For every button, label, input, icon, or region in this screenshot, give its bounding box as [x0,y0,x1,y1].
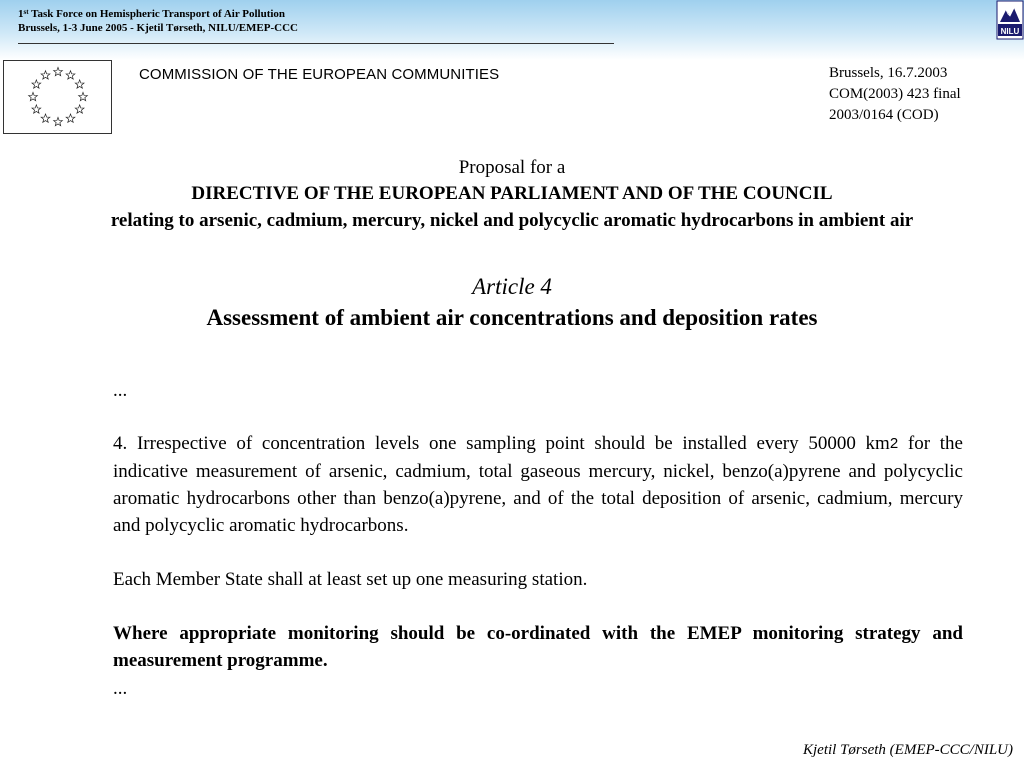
article-number: Article 4 [472,274,552,299]
member-state-paragraph: Each Member State shall at least set up one measuring station. [113,569,588,590]
nilu-logo-text: NILU [1000,27,1020,36]
com-reference: COM(2003) 423 final [829,86,961,102]
eu-star-icon [54,117,63,125]
header-ordinal-suffix: st [23,8,29,16]
slide-footer-author: Kjetil Tørseth (EMEP-CCC/NILU) [803,742,1013,758]
km-squared-exponent: 2 [889,435,899,452]
header-line-2: Brussels, 1-3 June 2005 - Kjetil Tørseth, NILU/EMEP-CCC [18,22,298,34]
header-ordinal: 1 [18,8,24,20]
slide-header [18,7,298,35]
ellipsis-bottom: ... [113,678,128,699]
cod-reference: 2003/0164 (COD) [829,107,939,123]
eu-star-icon [32,105,41,113]
header-divider [18,43,614,44]
eu-star-icon [32,80,41,88]
commission-name: COMMISSION OF THE EUROPEAN COMMUNITIES [139,66,500,83]
directive-subject: relating to arsenic, cadmium, mercury, nickel and polycyclic aromatic hydrocarbons in ambient air [110,210,914,231]
eu-star-icon [66,114,75,122]
eu-star-icon [41,114,50,122]
eu-star-icon [75,80,84,88]
eu-star-icon [29,92,38,100]
eu-flag-emblem [3,60,112,134]
eu-star-icon [66,71,75,79]
paragraph-4-start: 4. Irrespective of concentration levels one sampling point should be installed every 50000 km [113,433,890,454]
article-heading: Assessment of ambient air concentrations and deposition rates [206,305,818,330]
eu-star-icon [54,67,63,75]
eu-star-icon [75,105,84,113]
nilu-logo [996,0,1024,40]
directive-title: DIRECTIVE OF THE EUROPEAN PARLIAMENT AND OF THE COUNCIL [191,183,833,204]
header-line-1 [18,7,298,21]
paragraph-4-rest: for the indicative measurement of arsenic, cadmium, total gaseous mercury, nickel, benzo(a)pyrene and polycyclic aromatic hydrocarbons other than benzo(a)pyrene, and of the total deposition of arsenic, cadmium, mercury and polycyclic aromatic hydrocarbons. [113,433,963,536]
eu-star-icon [41,71,50,79]
proposal-label: Proposal for a [458,157,566,178]
paragraph-4 [113,430,963,539]
header-title: Task Force on Hemispheric Transport of Air Pollution [28,8,286,20]
place-date: Brussels, 16.7.2003 [829,65,948,81]
eu-star-icon [79,92,88,100]
emep-coordination-paragraph: Where appropriate monitoring should be co-ordinated with the EMEP monitoring strategy and measurement programme. [113,623,963,671]
document-reference [829,63,961,126]
ellipsis-top: ... [113,380,128,401]
eu-stars-circle [4,61,111,133]
